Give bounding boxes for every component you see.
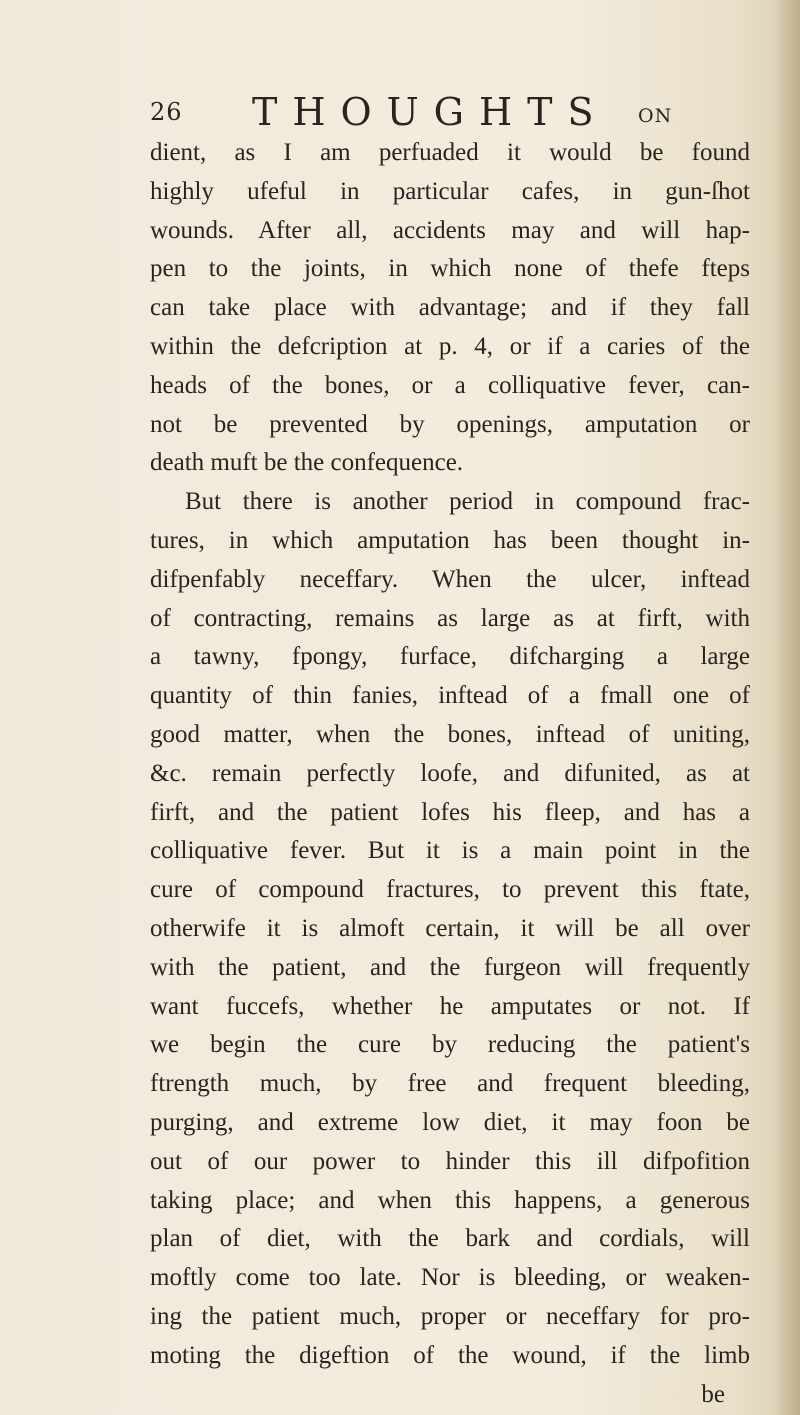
page-number: 26 bbox=[150, 98, 183, 126]
catchword: be bbox=[701, 1380, 725, 1408]
text-line: dient, as I am perfuaded it would be found bbox=[150, 139, 750, 166]
text-line: moting the digeftion of the wound, if the limb bbox=[150, 1341, 750, 1369]
text-line: within the defcription at p. 4, or if a caries of the bbox=[150, 332, 750, 360]
text-line: with the patient, and the furgeon will frequently bbox=[150, 953, 750, 981]
text-line: purging, and extreme low diet, it may foon be bbox=[150, 1108, 750, 1136]
text-line: death muft be the confequence. bbox=[150, 449, 464, 477]
text-line: ing the patient much, proper or neceffary for pro- bbox=[150, 1302, 750, 1330]
text-line: heads of the bones, or a colliquative fever, can- bbox=[150, 371, 750, 399]
text-line: otherwife it is almoft certain, it will be all over bbox=[150, 914, 750, 942]
text-line: plan of diet, with the bark and cordials, will bbox=[150, 1225, 750, 1253]
text-line: good matter, when the bones, inftead of uniting, bbox=[150, 720, 750, 748]
text-line: not be prevented by openings, amputation or bbox=[150, 410, 750, 438]
text-line: a tawny, fpongy, furface, difcharging a large bbox=[150, 643, 750, 671]
text-line: we begin the cure by reducing the patient's bbox=[150, 1031, 750, 1059]
text-line: pen to the joints, in which none of thefe fteps bbox=[150, 255, 750, 283]
text-line: cure of compound fractures, to prevent this ftate, bbox=[150, 876, 750, 904]
text-line: wounds. After all, accidents may and will hap- bbox=[150, 216, 750, 244]
text-line: want fuccefs, whether he amputates or not. If bbox=[150, 992, 750, 1020]
body-text bbox=[150, 134, 750, 1414]
page-edge-shadow bbox=[774, 0, 800, 1415]
running-title-suffix: ON bbox=[638, 105, 673, 127]
text-line: difpenfably neceffary. When the ulcer, inftead bbox=[150, 565, 750, 593]
text-line: ftrength much, by free and frequent bleeding, bbox=[150, 1070, 750, 1098]
paragraph-start-line: But there is another period in compound frac- bbox=[185, 488, 750, 516]
running-title: THOUGHTS bbox=[252, 90, 609, 134]
text-line: tures, in which amputation has been thought in- bbox=[150, 526, 750, 554]
text-line: taking place; and when this happens, a generous bbox=[150, 1186, 750, 1214]
text-line: of contracting, remains as large as at firft, with bbox=[150, 604, 750, 632]
text-line: firft, and the patient lofes his fleep, and has a bbox=[150, 798, 750, 826]
text-line: can take place with advantage; and if they fall bbox=[150, 294, 750, 322]
text-line: highly ufeful in particular cafes, in gun-ſhot bbox=[150, 177, 750, 205]
text-line: out of our power to hinder this ill difpofition bbox=[150, 1147, 750, 1175]
text-line: colliquative fever. But it is a main point in the bbox=[150, 837, 750, 865]
text-line: moftly come too late. Nor is bleeding, or weaken- bbox=[150, 1264, 750, 1292]
text-line: &c. remain perfectly loofe, and difunited, as at bbox=[150, 759, 750, 787]
text-line: quantity of thin fanies, inftead of a fmall one of bbox=[150, 682, 750, 710]
